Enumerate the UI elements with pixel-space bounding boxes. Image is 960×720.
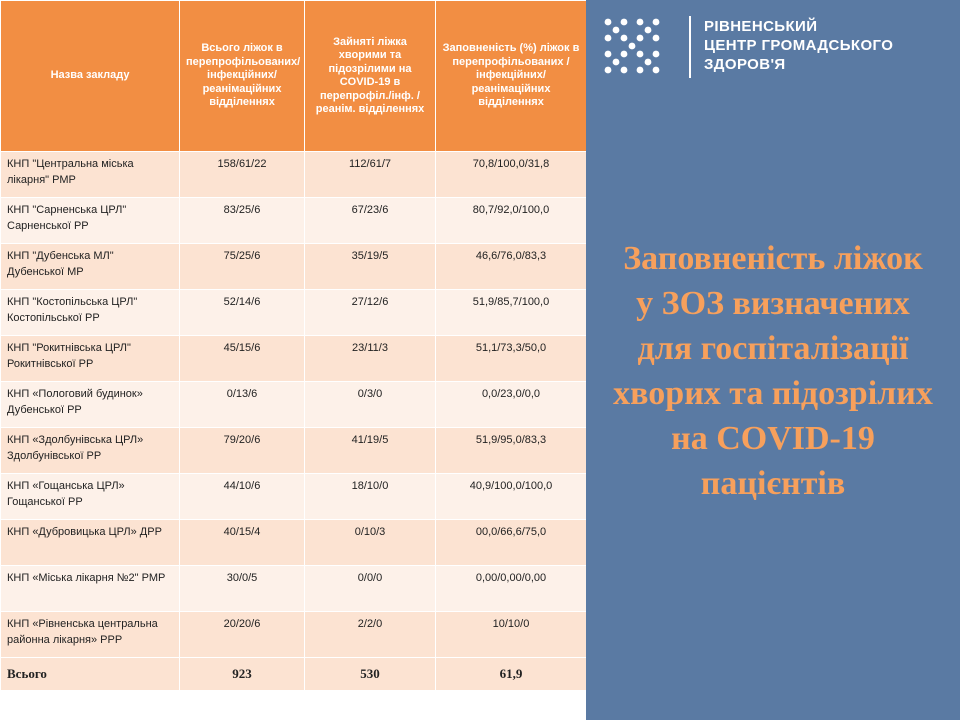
facility-name: КНП "Центральна міська лікарня" РМР: [1, 152, 180, 198]
table-row: [1, 382, 587, 428]
total-beds: 52/14/6: [180, 290, 305, 336]
total-beds: 20/20/6: [180, 612, 305, 658]
table-row: [1, 520, 587, 566]
headline-line: для госпіталізації: [637, 330, 909, 367]
occupied-beds: 0/10/3: [305, 520, 436, 566]
headline-line: хворих та підозрілих: [613, 375, 933, 412]
total-beds: 30/0/5: [180, 566, 305, 612]
facility-name: КНП "Рокитнівська ЦРЛ" Рокитнівської РР: [1, 336, 180, 382]
header-facility-name: Назва закладу: [1, 1, 180, 152]
table-body: [1, 152, 587, 691]
total-beds: 40/15/4: [180, 520, 305, 566]
facility-name: КНП «Дубровицька ЦРЛ» ДРР: [1, 520, 180, 566]
table-row: [1, 566, 587, 612]
table-row: [1, 336, 587, 382]
org-name-line-1: РІВНЕНСЬКИЙ: [704, 18, 818, 35]
headline-line: на COVID-19: [671, 420, 875, 457]
fill-percent: 00,0/66,6/75,0: [436, 520, 587, 566]
occupied-beds: 41/19/5: [305, 428, 436, 474]
facility-name: КНП «Міська лікарня №2" РМР: [1, 566, 180, 612]
facility-name: КНП «Рівненська центральна районна лікарня» РРР: [1, 612, 180, 658]
facility-name: КНП "Сарненська ЦРЛ" Сарненської РР: [1, 198, 180, 244]
total-beds: 44/10/6: [180, 474, 305, 520]
fill-percent: 80,7/92,0/100,0: [436, 198, 587, 244]
occupied-beds: 2/2/0: [305, 612, 436, 658]
total-beds: 75/25/6: [180, 244, 305, 290]
occupied-beds: 0/0/0: [305, 566, 436, 612]
fill-percent: 46,6/76,0/83,3: [436, 244, 587, 290]
header-total-beds: Всього ліжок в перепрофільованих/інфекційних/реанімаційних відділеннях: [180, 1, 305, 152]
headline-line: у ЗОЗ визначених: [636, 285, 910, 322]
occupied-beds: 27/12/6: [305, 290, 436, 336]
occupied-beds: 18/10/0: [305, 474, 436, 520]
fill-percent: 40,9/100,0/100,0: [436, 474, 587, 520]
facility-name: КНП «Здолбунівська ЦРЛ» Здолбунівської РР: [1, 428, 180, 474]
dots-cross-logo-icon: [600, 14, 664, 78]
total-beds: 83/25/6: [180, 198, 305, 244]
header-occupied-beds: Зайняті ліжка хворими та підозрілими на COVID-19 в перепрофіл./інф. /реанім. відділеннях: [305, 1, 436, 152]
fill-percent: 70,8/100,0/31,8: [436, 152, 587, 198]
facility-name: КНП "Дубенська МЛ" Дубенської МР: [1, 244, 180, 290]
organization-name: [704, 17, 893, 74]
table-row: [1, 428, 587, 474]
table-row: [1, 612, 587, 658]
fill-percent: 51,9/85,7/100,0: [436, 290, 587, 336]
total-beds: 158/61/22: [180, 152, 305, 198]
facility-name: КНП "Костопільська ЦРЛ" Костопільської РР: [1, 290, 180, 336]
fill-percent: 0,00/0,00/0,00: [436, 566, 587, 612]
occupied-beds: 67/23/6: [305, 198, 436, 244]
fill-percent: 51,9/95,0/83,3: [436, 428, 587, 474]
occupied-beds: 112/61/7: [305, 152, 436, 198]
org-name-line-3: ЗДОРОВ'Я: [704, 56, 786, 73]
table-total-row: [1, 658, 587, 691]
total-beds: 79/20/6: [180, 428, 305, 474]
total-beds: 45/15/6: [180, 336, 305, 382]
table-row: [1, 244, 587, 290]
occupied-beds: 23/11/3: [305, 336, 436, 382]
table-row: [1, 152, 587, 198]
facility-name: КНП «Пологовий будинок» Дубенської РР: [1, 382, 180, 428]
occupied-beds: 0/3/0: [305, 382, 436, 428]
occupied-beds: 35/19/5: [305, 244, 436, 290]
header-fill-percent: Заповненість (%) ліжок в перепрофільованих /інфекційних/ реанімаційних відділеннях: [436, 1, 587, 152]
fill-percent: 10/10/0: [436, 612, 587, 658]
fill-percent: 51,1/73,3/50,0: [436, 336, 587, 382]
table-row: [1, 474, 587, 520]
title-panel: [586, 0, 960, 720]
total-label: Всього: [1, 658, 180, 691]
headline-line: Заповненість ліжок: [623, 240, 923, 277]
table-row: [1, 290, 587, 336]
occupied-beds-sum: 530: [305, 658, 436, 691]
fill-percent-total: 61,9: [436, 658, 587, 691]
table-row: [1, 198, 587, 244]
total-beds: 0/13/6: [180, 382, 305, 428]
logo-divider: [689, 16, 691, 78]
org-name-line-2: ЦЕНТР ГРОМАДСЬКОГО: [704, 37, 894, 54]
table-header-row: [1, 1, 587, 152]
fill-percent: 0,0/23,0/0,0: [436, 382, 587, 428]
facility-name: КНП «Гощанська ЦРЛ» Гощанської РР: [1, 474, 180, 520]
headline-line: пацієнтів: [700, 465, 846, 502]
slide-headline: [596, 236, 950, 506]
total-beds-sum: 923: [180, 658, 305, 691]
